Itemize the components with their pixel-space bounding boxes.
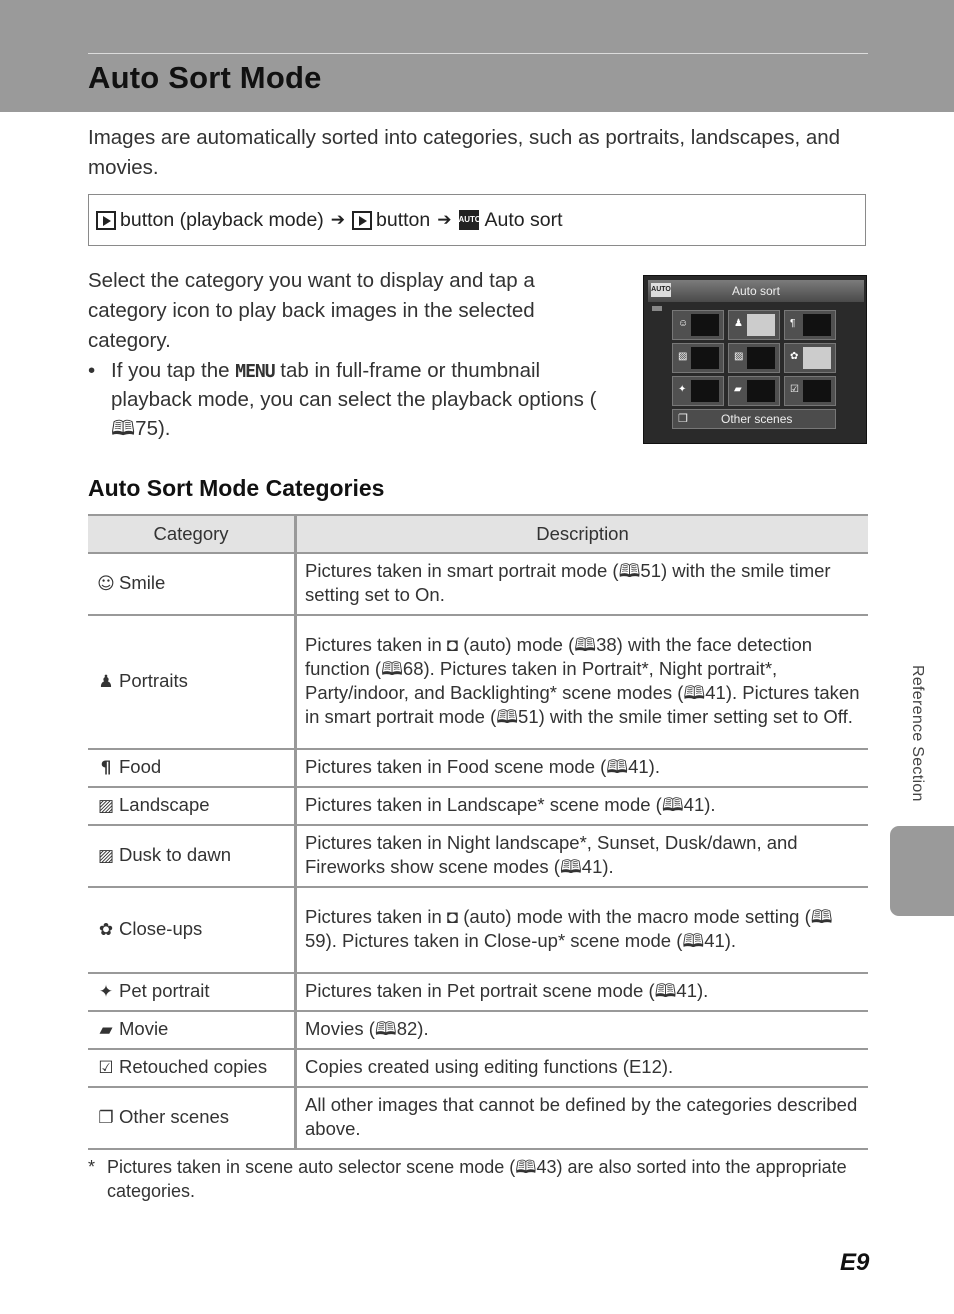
- movie-icon: ▰: [734, 384, 742, 395]
- category-movie-button[interactable]: [728, 376, 780, 406]
- page-title: Auto Sort Mode: [88, 60, 322, 95]
- playback-button-icon: [352, 211, 372, 230]
- description-cell: [296, 887, 869, 973]
- description-cell: [296, 1011, 869, 1049]
- table-row: [88, 787, 868, 825]
- header-description: Description: [296, 515, 869, 553]
- smile-icon: ☺: [678, 318, 689, 329]
- side-tab-label: Reference Section: [909, 665, 926, 802]
- description-text: Pictures taken in Pet portrait scene mode (🕮41).: [305, 980, 709, 1001]
- other-scenes-icon: ❐: [678, 413, 688, 425]
- nav-part1: button (playback mode): [120, 208, 324, 231]
- landscape-icon: ▨: [97, 795, 115, 816]
- header-rule: [88, 53, 868, 54]
- thumbnail: [803, 347, 831, 369]
- description-cell: [296, 1087, 869, 1149]
- category-retouched-button[interactable]: [784, 376, 836, 406]
- auto-sort-icon: AUTO: [459, 210, 479, 230]
- movie-icon: ▰: [99, 1019, 113, 1040]
- footnote: [88, 1155, 868, 1203]
- screen-title: Auto sort: [731, 284, 781, 298]
- description-text: All other images that cannot be defined by the categories described above.: [305, 1094, 858, 1139]
- category-label: Portraits: [119, 669, 188, 691]
- category-cell: [88, 615, 296, 749]
- landscape-icon: ▨: [678, 351, 688, 362]
- bullet-item: [88, 357, 618, 443]
- footnote-text: Pictures taken in scene auto selector scene mode (🕮43) are also sorted into the appropriate categories.: [107, 1157, 847, 1201]
- playback-button-icon: [96, 211, 116, 230]
- table-row: [88, 1049, 868, 1087]
- pet-icon: ✦: [678, 384, 687, 395]
- category-cell: [88, 553, 296, 615]
- table-row: [88, 553, 868, 615]
- description-cell: [296, 615, 869, 749]
- thumbnail: [691, 347, 719, 369]
- bullet-before: If you tap the: [111, 359, 230, 382]
- thumbnail: [691, 380, 719, 402]
- header-category: Category: [88, 515, 296, 553]
- category-portraits-button[interactable]: [728, 310, 780, 340]
- book-icon: 🕮: [111, 416, 136, 440]
- retouch-icon: ☑: [98, 1057, 114, 1078]
- return-icon: [652, 306, 662, 311]
- category-label: Dusk to dawn: [119, 843, 232, 865]
- category-label: Retouched copies: [119, 1055, 268, 1077]
- table-header-row: [88, 515, 868, 553]
- page-number: E9: [840, 1249, 870, 1276]
- bullet-text: [111, 357, 618, 443]
- other-scenes-icon: ❐: [98, 1107, 114, 1128]
- description-cell: [296, 787, 869, 825]
- category-pet-button[interactable]: [672, 376, 724, 406]
- thumbnail: [747, 347, 775, 369]
- auto-sort-icon: AUTO: [651, 283, 671, 297]
- category-cell: [88, 787, 296, 825]
- thumbnail: [747, 380, 775, 402]
- screen-title-bar: [648, 280, 864, 302]
- category-cell: [88, 1011, 296, 1049]
- category-cell: [88, 825, 296, 887]
- other-scenes-button[interactable]: [672, 409, 836, 429]
- thumbnail: [803, 380, 831, 402]
- thumbnail: [691, 314, 719, 336]
- side-tab: [890, 826, 954, 916]
- category-label: Smile: [119, 571, 166, 593]
- description-text: Pictures taken in Landscape* scene mode (🕮41).: [305, 794, 716, 815]
- select-instructions: Select the category you want to display and tap a category icon to play back images in the selected category.: [88, 269, 535, 352]
- table-row: [88, 749, 868, 787]
- description-cell: [296, 1049, 869, 1087]
- description-text: Pictures taken in ◘ (auto) mode (🕮38) with the face detection function (🕮68). Pictures taken in Portrait*, Night portrait*, Party/indoor, and Backlighting* scene modes (🕮41). Pictures taken in smart portrait mode (🕮51) with the smile timer setting set to Off.: [305, 634, 860, 727]
- bullet-ref: 75).: [135, 417, 171, 440]
- navigation-path: [88, 194, 866, 246]
- category-food-button[interactable]: [784, 310, 836, 340]
- categories-table: [88, 514, 868, 1150]
- description-text: Pictures taken in Night landscape*, Sunset, Dusk/dawn, and Fireworks show scene modes (🕮41).: [305, 832, 798, 877]
- category-label: Landscape: [119, 793, 210, 815]
- category-label: Close-ups: [119, 917, 203, 939]
- dusk-icon: ▨: [734, 351, 744, 362]
- category-dusk-button[interactable]: [728, 343, 780, 373]
- category-cell: [88, 749, 296, 787]
- portrait-icon: ♟: [734, 318, 743, 329]
- category-cell: [88, 973, 296, 1011]
- smile-icon: ☺: [97, 573, 115, 594]
- category-label: Pet portrait: [119, 979, 210, 1001]
- description-text: Pictures taken in ◘ (auto) mode with the macro mode setting (🕮59). Pictures taken in Close-up* scene mode (🕮41).: [305, 906, 833, 951]
- closeup-icon: ✿: [790, 351, 799, 362]
- nav-part3: Auto sort: [484, 208, 563, 231]
- section-title: Auto Sort Mode Categories: [88, 475, 385, 501]
- description-text: Movies (🕮82).: [305, 1018, 429, 1039]
- description-cell: [296, 973, 869, 1011]
- bullet-after: tab in full-frame or thumbnail playback mode, you can select the playback options (: [111, 359, 597, 411]
- thumbnail: [747, 314, 775, 336]
- category-cell: [88, 1087, 296, 1149]
- food-icon: ¶: [790, 318, 796, 329]
- other-scenes-label: Other scenes: [721, 412, 793, 426]
- pet-icon: ✦: [98, 981, 114, 1002]
- description-cell: [296, 749, 869, 787]
- dusk-to-dawn-icon: ▨: [97, 845, 115, 866]
- category-cell: [88, 1049, 296, 1087]
- category-label: Movie: [119, 1017, 169, 1039]
- table-row: [88, 615, 868, 749]
- camera-screen: [643, 275, 867, 444]
- food-icon: ¶: [100, 757, 112, 778]
- intro-text: Images are automatically sorted into categories, such as portraits, landscapes, and movies.: [88, 126, 841, 179]
- arrow-icon: ➔: [437, 210, 452, 229]
- table-row: [88, 973, 868, 1011]
- category-smile-button[interactable]: [672, 310, 724, 340]
- bullet-dot: •: [88, 359, 96, 382]
- category-label: Other scenes: [119, 1105, 230, 1127]
- table-row: [88, 1087, 868, 1149]
- description-text: Pictures taken in smart portrait mode (🕮51) with the smile timer setting set to On.: [305, 560, 831, 605]
- category-closeups-button[interactable]: [784, 343, 836, 373]
- table-row: [88, 887, 868, 973]
- category-landscape-button[interactable]: [672, 343, 724, 373]
- thumbnail: [803, 314, 831, 336]
- table-row: [88, 825, 868, 887]
- table-row: [88, 1011, 868, 1049]
- portrait-icon: ♟: [98, 671, 114, 692]
- description-text: Copies created using editing functions (E12).: [305, 1056, 674, 1077]
- category-cell: [88, 887, 296, 973]
- footnote-star: *: [88, 1157, 96, 1177]
- menu-tab-label: MENU: [235, 361, 275, 382]
- nav-part2: button: [376, 208, 431, 231]
- description-text: Pictures taken in Food scene mode (🕮41).: [305, 756, 660, 777]
- retouch-icon: ☑: [790, 384, 799, 395]
- description-cell: [296, 825, 869, 887]
- description-cell: [296, 553, 869, 615]
- closeup-icon: ✿: [98, 919, 114, 940]
- arrow-icon: ➔: [330, 210, 346, 229]
- category-label: Food: [119, 755, 162, 777]
